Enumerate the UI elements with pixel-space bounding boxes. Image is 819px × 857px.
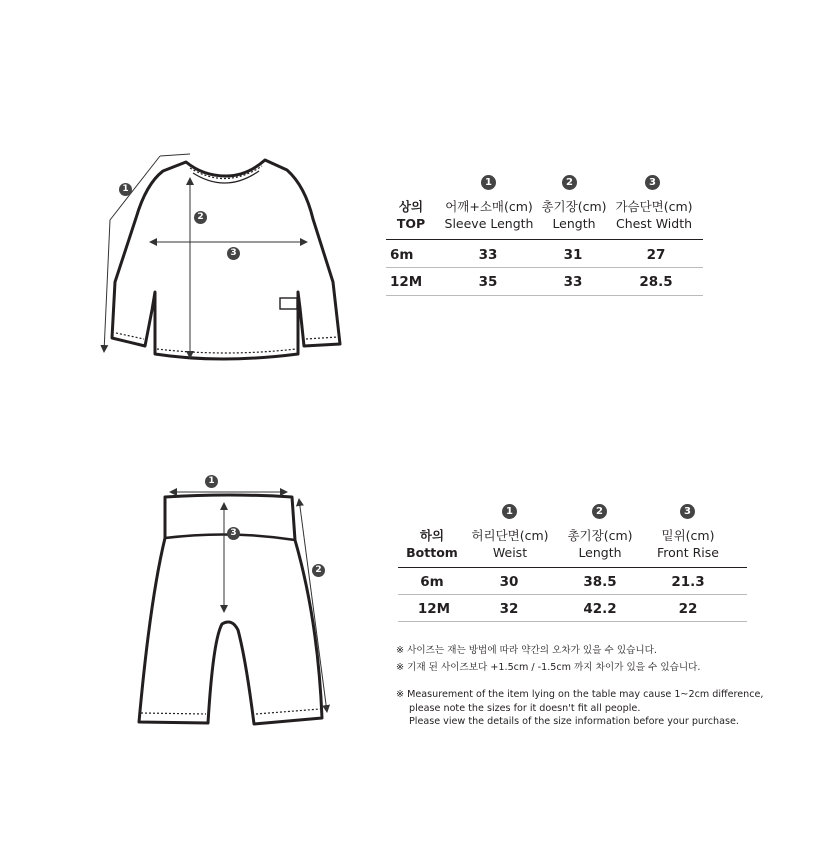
top-row-rule-2 [386, 295, 703, 296]
top-col-1-marker: 1 [481, 175, 496, 190]
top-row-2-sleeve: 35 [478, 274, 498, 290]
shirt-label-tag [280, 298, 297, 309]
top-col-3-kr: 가슴단면(cm) [615, 199, 693, 214]
top-row-1-size: 6m [390, 247, 414, 263]
top-shirt-illustration [112, 160, 340, 359]
bottom-col-2-header [560, 527, 640, 561]
top-row-1-sleeve: 33 [478, 247, 498, 263]
bottom-marker-3: 3 [227, 527, 240, 540]
note-en-1: ※ Measurement of the item lying on the table may cause 1~2cm difference, [396, 689, 764, 700]
top-col-2-en: Length [552, 216, 596, 231]
bottom-col-1-header [466, 527, 554, 561]
bottom-row-1-rise: 21.3 [671, 574, 705, 590]
bottom-row-rule-2 [398, 621, 747, 622]
bottom-header-rule [398, 567, 747, 568]
top-row-2-length: 33 [563, 274, 583, 290]
size-notes [396, 644, 763, 729]
bottom-category-en: Bottom [406, 545, 458, 560]
note-en-3: Please view the details of the size information before your purchase. [409, 716, 739, 727]
top-col-1-en: Sleeve Length [444, 216, 534, 231]
bottom-col-1-marker: 1 [502, 504, 517, 519]
bottom-row-2-size: 12M [417, 601, 451, 617]
bottom-col-2-marker: 2 [592, 504, 607, 519]
top-col-1-header [444, 198, 534, 232]
top-category-kr: 상의 [398, 199, 424, 214]
top-col-2-marker: 2 [562, 175, 577, 190]
top-header-rule [386, 239, 703, 240]
top-col-2-header [534, 198, 614, 232]
note-kr-1: ※ 사이즈는 재는 방법에 따라 약간의 오차가 있을 수 있습니다. [396, 645, 657, 656]
bottom-row-1-size: 6m [420, 574, 444, 590]
bottom-col-3-marker: 3 [680, 504, 695, 519]
bottom-col-1-en: Weist [492, 545, 528, 560]
top-col-3-marker: 3 [645, 175, 660, 190]
top-category-header [386, 198, 436, 232]
top-row-1-length: 31 [563, 247, 583, 263]
bottom-col-2-en: Length [578, 545, 622, 560]
bottom-row-2-length: 42.2 [583, 601, 617, 617]
top-category-en: TOP [396, 216, 426, 231]
top-row-1-chest: 27 [646, 247, 666, 263]
top-col-2-kr: 총기장(cm) [541, 199, 607, 214]
bottom-row-1-waist: 30 [499, 574, 519, 590]
top-marker-2: 2 [194, 211, 207, 224]
bottom-row-1-length: 38.5 [583, 574, 617, 590]
bottom-marker-1: 1 [205, 475, 218, 488]
bottom-col-3-kr: 밑위(cm) [661, 528, 715, 543]
bottom-col-2-kr: 총기장(cm) [567, 528, 633, 543]
shirt-outline [112, 160, 340, 359]
top-marker-1: 1 [119, 183, 132, 196]
top-row-2-chest: 28.5 [639, 274, 673, 290]
top-row-2-size: 12M [390, 274, 423, 290]
note-kr-2: ※ 기재 된 사이즈보다 +1.5cm / -1.5cm 까지 차이가 있을 수 있습니다. [396, 661, 701, 673]
top-col-3-header [612, 198, 696, 232]
bottom-category-kr: 하의 [419, 528, 445, 543]
bottom-row-2-rise: 22 [678, 601, 698, 617]
top-row-rule-1 [386, 267, 703, 268]
top-sleeve-length-arrow [160, 154, 190, 156]
bottom-col-3-en: Front Rise [657, 545, 719, 560]
bottom-col-1-kr: 허리단면(cm) [471, 528, 549, 543]
top-marker-3: 3 [227, 247, 240, 260]
bottom-row-2-waist: 32 [499, 601, 519, 617]
top-col-1-kr: 어깨+소매(cm) [445, 199, 533, 214]
bottom-marker-2: 2 [312, 564, 325, 577]
top-col-3-en: Chest Width [615, 216, 693, 231]
bottom-category-header [402, 527, 462, 561]
bottom-col-3-header [646, 527, 730, 561]
bottom-row-rule-1 [398, 594, 747, 595]
note-en-2: please note the sizes for it doesn't fit all people. [409, 702, 641, 714]
